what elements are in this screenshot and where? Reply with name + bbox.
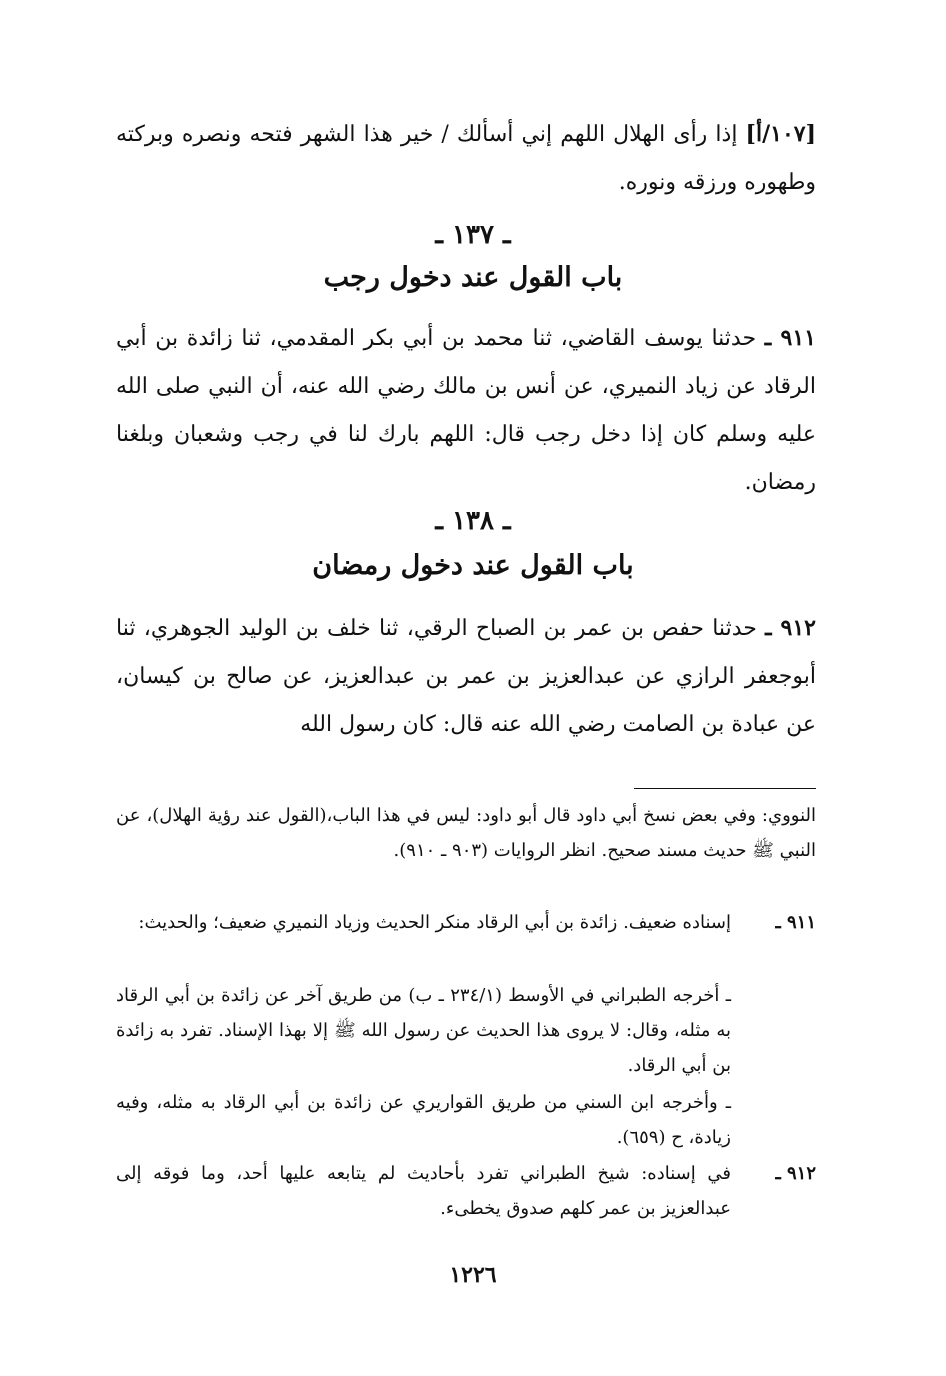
hadith-911-number: ٩١١ ـ (764, 325, 816, 351)
chapter-137-title: باب القول عند دخول رجب (323, 262, 623, 293)
footnote-911-sub-1: ـ أخرجه الطبراني في الأوسط (٢٣٤/١ ـ ب) من طريق آخر عن زائدة بن أبي الرقاد به مثله، وقال: لا يروى هذا الحديث عن رسول الله ﷺ إلا بهذا الإسناد. تفرد به زائدة بن أبي الرقاد. (116, 985, 731, 1076)
page-number: ١٢٢٦ (449, 1262, 497, 1288)
chapter-137-number: ـ ١٣٧ ـ (435, 220, 511, 250)
chapter-138-title: باب القول عند دخول رمضان (312, 550, 634, 581)
footnote-912-number: ٩١٢ ـ (775, 1163, 816, 1184)
top-paragraph (116, 110, 816, 207)
footnote-911-text: إسناده ضعيف. زائدة بن أبي الرقاد منكر الحديث وزياد النميري ضعيف؛ والحديث: (138, 912, 731, 933)
footnote-911-number: ٩١١ ـ (775, 912, 816, 933)
hadith-911 (116, 314, 816, 507)
hadith-912-text: حدثنا حفص بن عمر بن الصباح الرقي، ثنا خلف بن الوليد الجوهري، ثنا أبوجعفر الرازي عن عبدالعزيز بن عمر بن عبدالعزيز، عن صالح بن كيسان، عن عبادة بن الصامت رضي الله عنه قال: كان رسول الله (116, 616, 816, 737)
hadith-911-text: حدثنا يوسف القاضي، ثنا محمد بن أبي بكر المقدمي، ثنا زائدة بن أبي الرقاد عن زياد النميري، عن أنس بن مالك رضي الله عنه، أن النبي صلى الله عليه وسلم كان إذا دخل رجب قال: اللهم بارك لنا في رجب وشعبان وبلغنا رمضان. (116, 326, 816, 495)
hadith-912 (116, 604, 816, 749)
chapter-138-number: ـ ١٣٨ ـ (435, 506, 511, 536)
footnote-911-sub-2: ـ وأخرجه ابن السني من طريق القواريري عن زائدة بن أبي الرقاد به مثله، وفيه زيادة، ح (٦٥٩). (116, 1092, 731, 1148)
footnote-continuation: النووي: وفي بعض نسخ أبي داود قال أبو داود: ليس في هذا الباب،(القول عند رؤية الهلال)، عن النبي ﷺ حديث مسند صحيح. انظر الروايات (٩٠٣ ـ ٩١٠). (116, 805, 816, 861)
hadith-912-number: ٩١٢ ـ (765, 615, 816, 641)
footnote-912 (116, 1156, 816, 1226)
footnote-912-text: في إسناده: شيخ الطبراني تفرد بأحاديث لم يتابعه عليها أحد، وما فوقه إلى عبدالعزيز بن عمر كلهم صدوق يخطىء. (116, 1163, 731, 1219)
footnote-911 (116, 905, 816, 940)
top-paragraph-text: إذا رأى الهلال اللهم إني أسألك / خير هذا الشهر فتحه ونصره وبركته وطهوره ورزقه ونوره. (116, 122, 816, 195)
folio-marker: [١٠٧/أ] (745, 121, 816, 147)
footnote-separator (634, 788, 816, 789)
